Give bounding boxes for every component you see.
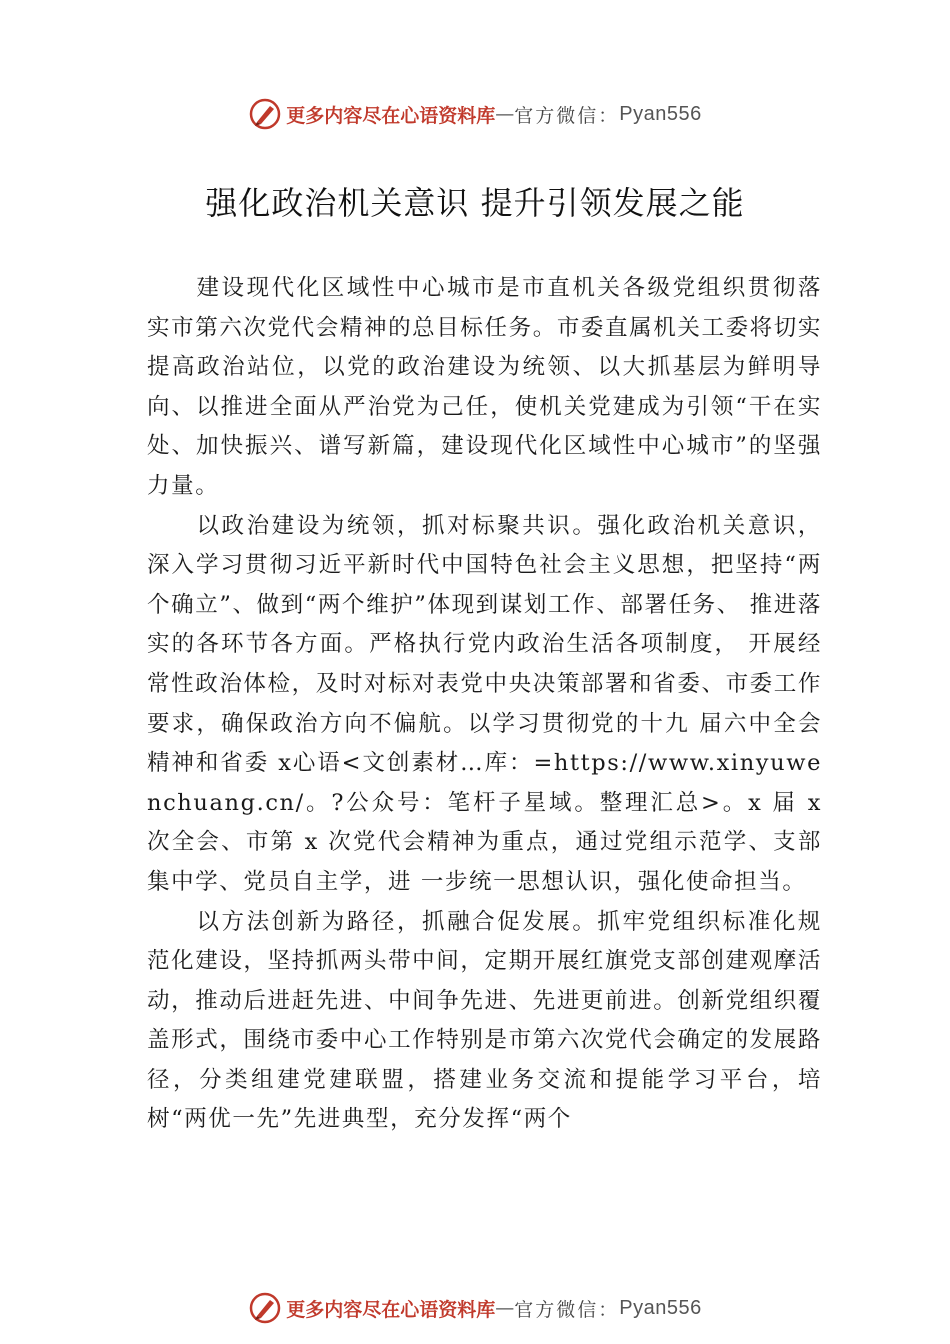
- watermark-handle: Pyan556: [619, 1296, 702, 1319]
- watermark-label: 官方微信：: [514, 104, 620, 127]
- paragraph-3: 以方法创新为路径，抓融合促发展。抓牢党组织标准化规范化建设，坚持抓两头带中间，定期开展红旗党支部创建观摩活动，推动后进赶先进、中间争先进、先进更前进。创新党组织覆盖形式，围绕市委中心工作特别是市第六次党代会确定的发展路径，分类组建党建联盟，搭建业务交流和提能学习平台，培树“两优一先”先进典型，充分发挥“两个: [147, 908, 822, 1133]
- watermark-handle: Pyan556: [619, 102, 702, 125]
- pen-logo-icon: [248, 97, 282, 131]
- paragraph-2: 以政治建设为统领，抓对标聚共识。强化政治机关意识， 深入学习贯彻习近平新时代中国特色社会主义思想，把坚持“两个确立”、做到“两个维护”体现到谋划工作、部署任务、 推进落实的各环节各方面。严格执行党内政治生活各项制度， 开展经常性政治体检，及时对标对表党中央决策部署和省委、市委工作要求，确保政治方向不偏航。以学习贯彻党的十九 届六中全会精神和省委 x心语<文创素材…库：=https://www.xinyuwenchuang.cn/。?公众号：笔杆子星域。整理汇总>。x 届 x 次全会、市第 x 次党代会精神为重点，通过党组示范学、支部集中学、党员自主学，进 一步统一思想认识，强化使命担当。: [147, 512, 822, 895]
- watermark-main-text: 更多内容尽在心语资料库: [286, 104, 496, 127]
- watermark-dash: —: [495, 1297, 515, 1319]
- watermark-label: 官方微信：: [514, 1298, 620, 1321]
- watermark-main-text: 更多内容尽在心语资料库: [286, 1298, 496, 1321]
- watermark-header: [0, 94, 950, 134]
- watermark-dash: —: [495, 103, 515, 125]
- pen-logo-icon: [248, 1291, 282, 1325]
- paragraph-1: 建设现代化区域性中心城市是市直机关各级党组织贯彻落实市第六次党代会精神的总目标任务。市委直属机关工委将切实提高政治站位，以党的政治建设为统领、以大抓基层为鲜明导向、以推进全面从严治党为己任，使机关党建成为引领“干在实处、加快振兴、谱写新篇，建设现代化区域性中心城市”的坚强力量。: [147, 275, 822, 499]
- document-body: [147, 269, 822, 1140]
- watermark-footer: [0, 1288, 950, 1328]
- document-title: 强化政治机关意识 提升引领发展之能: [205, 184, 745, 222]
